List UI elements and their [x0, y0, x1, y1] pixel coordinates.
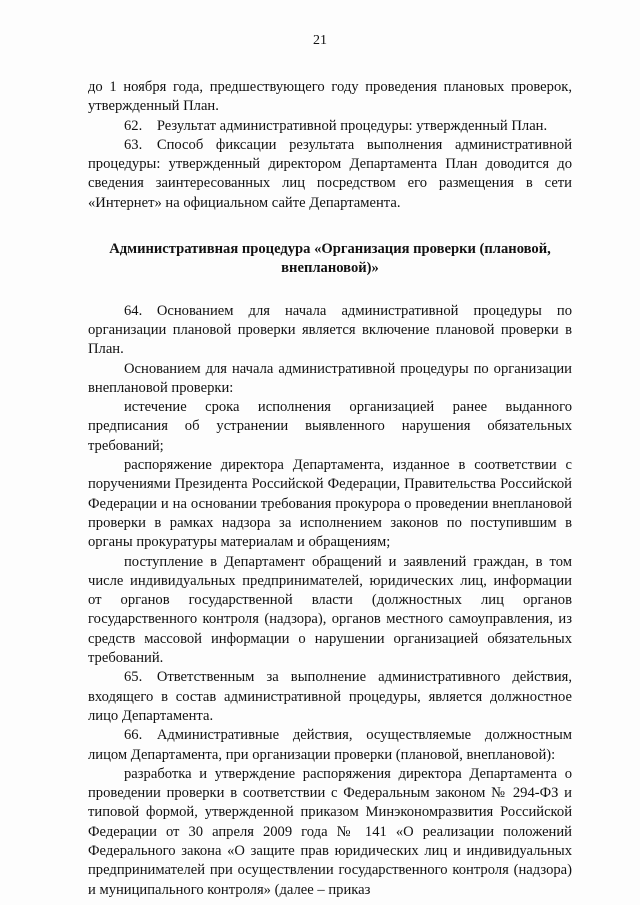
paragraph-66: 66. Административные действия, осуществляемые должностным лицом Департамента, при организации проверки (плановой, внеплановой):	[88, 727, 572, 763]
paragraph-appeals: поступление в Департамент обращений и заявлений граждан, в том числе индивидуальных предпринимателей, юридических лиц, информации от органов государственной власти (должностных лиц органов государственного контроля (надзора), органов местного самоуправления, из средств массовой информации о нарушении организацией обязательных требований.	[88, 553, 572, 667]
section-heading-line-2: внеплановой)»	[281, 260, 379, 277]
paragraph-plan-deadline: до 1 ноября года, предшествующего году проведения плановых проверок, утвержденный План.	[88, 79, 572, 115]
paragraph-director-order: распоряжение директора Департамента, изданное в соответствии с поручениями Президента Российской Федерации, Правительства Российской Федерации и на основании требования прокурора о проведении внеплановой проверки в рамках надзора за исполнением законов по поступившим в органы прокуратуры материалам и обращениям;	[88, 457, 572, 551]
page-number: 21	[313, 33, 327, 48]
paragraph-64: 64. Основанием для начала административной процедуры по организации плановой проверки является включение плановой проверки в План.	[88, 302, 572, 358]
section-heading-line-1: Административная процедура «Организация проверки (плановой,	[109, 241, 551, 258]
section-heading	[88, 240, 572, 279]
document-body	[88, 78, 572, 900]
paragraph-65: 65. Ответственным за выполнение административного действия, входящего в состав административной процедуры, является должностное лицо Департамента.	[88, 669, 572, 724]
paragraph-order-development: разработка и утверждение распоряжения директора Департамента о проведении проверки в соответствии с Федеральным законом № 294-ФЗ и типовой формой, утвержденной приказом Минэкономразвития Российской Федерации от 30 апреля 2009 года № 141 «О реализации положений Федерального закона «О защите прав юридических лиц и индивидуальных предпринимателей при осуществлении государственного контроля (надзора) и муниципального контроля» (далее – приказ	[88, 765, 572, 898]
paragraph-expiry: истечение срока исполнения организацией ранее выданного предписания об устранении выявленного нарушения обязательных требований;	[88, 399, 572, 454]
paragraph-unscheduled-basis: Основанием для начала административной процедуры по организации внеплановой проверки:	[88, 360, 572, 396]
paragraph-63: 63. Способ фиксации результата выполнения административной процедуры: утвержденный директором Департамента План доводится до сведения заинтересованных лиц посредством его размещения в сети «Интернет» на официальном сайте Департамента.	[88, 136, 572, 211]
paragraph-62: 62. Результат административной процедуры: утвержденный План.	[124, 117, 548, 134]
